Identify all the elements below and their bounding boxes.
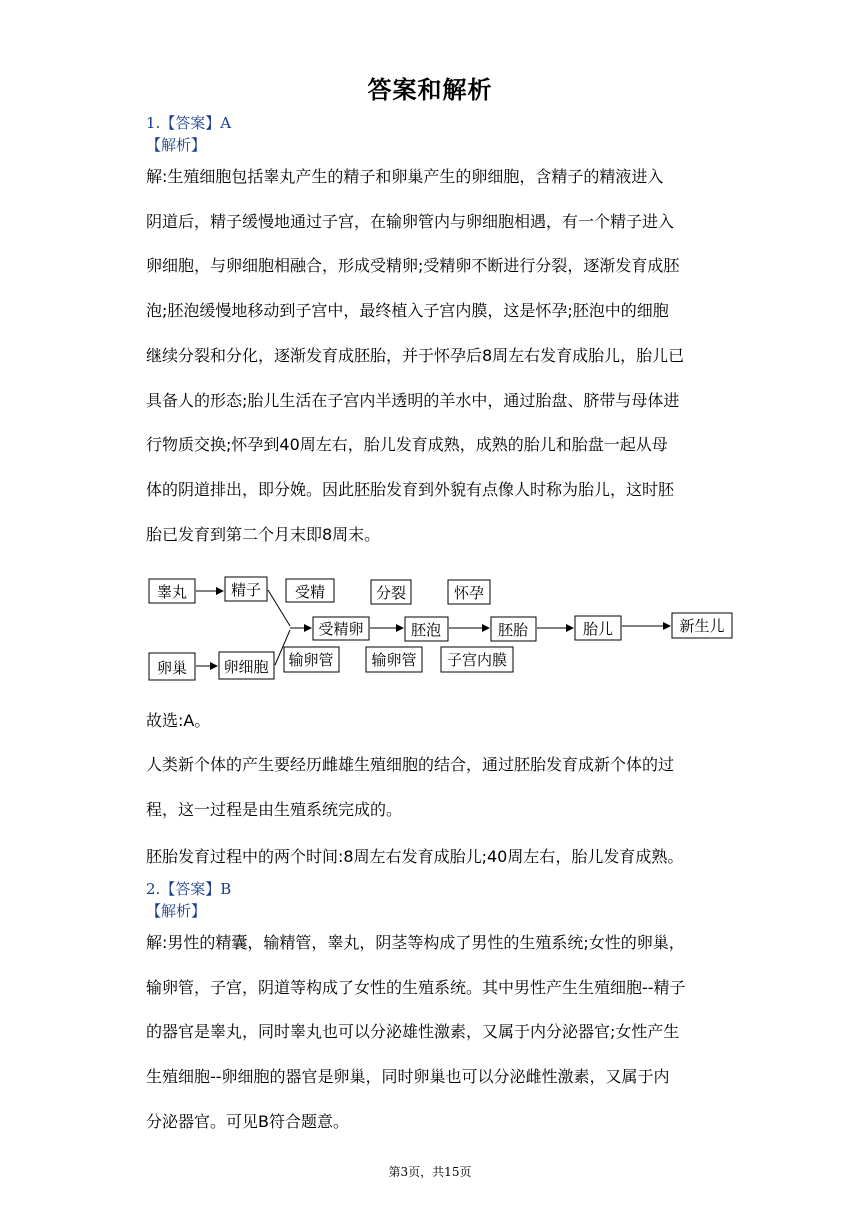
testis-label: 睾丸 [156,583,188,601]
q1-summary [146,743,721,832]
blastocyst-label: 胚泡 [410,621,442,639]
sperm-label: 精子 [230,581,262,599]
text-line: 卵细胞，与卵细胞相融合，形成受精卵;受精卵不断进行分裂，逐渐发育成胚 [146,256,680,276]
text-line: 解:生殖细胞包括睾丸产生的精子和卵巢产生的卵细胞，含精子的精液进入 [146,167,664,186]
text-line: 分泌器官。可见B符合题意。 [146,1111,349,1131]
text-line: 的器官是睾丸，同时睾丸也可以分泌雄性激素，又属于内分泌器官;女性产生 [146,1022,680,1042]
text-line: 具备人的形态;胎儿生活在子宫内半透明的羊水中，通过胎盘、脐带与母体进 [146,390,680,410]
text-line: 阴道后，精子缓慢地通过子宫，在输卵管内与卵细胞相遇，有一个精子进入 [146,211,675,231]
text-line: 行物质交换;怀孕到40周左右，胎儿发育成熟，成熟的胎儿和胎盘一起从母 [146,435,668,455]
division-label: 分裂 [375,584,407,602]
ovary-label: 卵巢 [156,659,188,677]
q2-answer-line: 2.【答案】B [146,880,232,898]
q1-timeline-note: 胚胎发育过程中的两个时间:8周左右发育成胎儿;40周左右，胎儿发育成熟。 [146,847,684,866]
oviduct-label-1: 输卵管 [288,651,334,669]
text-line: 胎已发育到第二个月末即8周末。 [146,524,381,544]
text-line: 泡;胚泡缓慢地移动到子宫中，最终植入子宫内膜，这是怀孕;胚泡中的细胞 [146,301,669,321]
q1-analysis-tag: 【解析】 [146,136,207,154]
q1-choice: 故选:A。 [146,711,211,730]
fertilization-label: 受精 [294,583,326,601]
reproduction-flow-diagram [146,570,746,686]
embryo-label: 胚胎 [497,621,529,639]
q1-explanation [146,155,721,557]
newborn-label: 新生儿 [679,617,725,635]
oviduct-label-2: 输卵管 [371,651,417,669]
egg-label: 卵细胞 [223,658,269,676]
text-line: 输卵管，子宫，阴道等构成了女性的生殖系统。其中男性产生生殖细胞--精子 [146,977,686,997]
page-title: 答案和解析 [367,76,493,104]
q1-answer-line: 1.【答案】A [146,114,232,132]
q2-analysis-tag: 【解析】 [146,902,207,920]
text-line: 程，这一过程是由生殖系统完成的。 [146,799,403,819]
text-line: 继续分裂和分化，逐渐发育成胚胎，并于怀孕后8周左右发育成胎儿，胎儿已 [146,345,685,365]
text-line: 人类新个体的产生要经历雌雄生殖细胞的结合，通过胚胎发育成新个体的过 [146,755,675,774]
pregnancy-label: 怀孕 [453,584,485,602]
zygote-label: 受精卵 [318,620,364,638]
line-sperm-junction [268,590,290,626]
text-line: 解:男性的精囊，输精管，睾丸，阴茎等构成了男性的生殖系统;女性的卵巢， [146,933,685,952]
text-line: 体的阴道排出，即分娩。因此胚胎发育到外貌有点像人时称为胎儿，这时胚 [146,479,675,499]
fetus-label: 胎儿 [582,620,614,638]
page-footer: 第3页，共15页 [388,1165,472,1179]
q2-explanation [146,921,721,1145]
endometrium-label: 子宫内膜 [446,651,508,669]
text-line: 生殖细胞--卵细胞的器官是卵巢，同时卵巢也可以分泌雌性激素，又属于内 [146,1067,670,1087]
